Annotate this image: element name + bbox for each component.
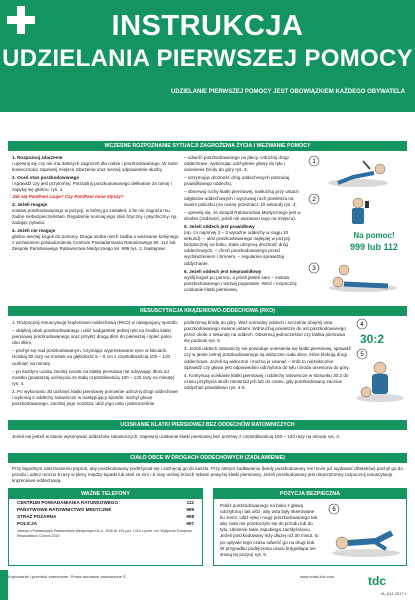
phone-row: POLICJA 997: [17, 521, 194, 526]
section2-band: RESUSCYTACJA KRĄŻENIOWO-ODDECHOWA (RKO): [8, 306, 407, 316]
ask-question: Jak się Pan/Pani czuje? Czy Pan/Pani mnie słyszy?: [12, 193, 124, 199]
svg-text:4: 4: [360, 322, 364, 328]
help-numbers: 999 lub 112: [349, 242, 399, 252]
phone-row: PAŃSTWOWE RATOWNICTWO MEDYCZNE 999: [17, 507, 194, 512]
section1-col1: 1. Rozpoznaj zdarzenie i upewnij się czy nie ma dalszych zagrożeń dla ciebie i poszkodowanego. W razie konieczności zapewnij miejsce zdarzenia oraz wezwij odpowiednie służby. 2. Oceń stan poszkodowanego i sprawdź czy jest przytomny. Potrząśnij poszkodowanego delikatnie za ramię i zapytaj się głośno: rys. 1 Jak się Pan/Pani czuje? Czy Pan/Pani mnie słyszy? 3. Jeżeli reaguje zostaw poszkodowanego w pozycji, w której go zastałeś, o ile nie zagraża mu żadne niebezpieczeństwo. Regularnie oceniaj jego stan fizyczny i psychiczny, np. zadając pytania. 4. Jeżeli nie reaguje głośno wezwij kogoś do pomocy. Druga osoba niech zadba o wezwanie kolejnego z wezwaniem powiadomienia Centrum Powiadamiania Ratunkowego tel. 112 lub Zespołu Państwowego Ratownictwa Medycznego tel. 999 rys. 2. Następnie:: [12, 155, 179, 252]
phone-row: CENTRUM POWIADAMIANIA RATUNKOWEGO 112: [17, 500, 194, 505]
position-text: Połóż poszkodowanego na boku z głową odchyloną i tak ułóż, aby usta były skierowane ku ziemi. Ułóż rękę i nogę poszkodowanego tak, aby ciało nie przetoczyło się do przodu lub do tyłu. Ułożenie takie zapobiega zachłyśnięciu. Jeżeli poszkodowany leży dłużej niż 30 minut, to po upływie tego czasu odwróć go na drugi bok. W przypadku podejrzenia urazu kręgosłupa nie stosuj tej pozycji rys. 6.: [220, 503, 319, 557]
figure-6-recovery-position: [326, 503, 402, 561]
header: [0, 0, 415, 112]
title-line2: UDZIELANIA PIERWSZEJ POMOCY: [2, 45, 413, 72]
footer-web: www.znaki-tdc.com: [300, 574, 335, 579]
svg-text:5: 5: [360, 352, 364, 358]
figure-5-rescue-breaths: [352, 348, 406, 408]
section2-col2: podtrzymuj brodę do góry. Weź normalny oddech i szczelnie obejmij usta poszkodowanego swoimi ustami. Wdmuchuj powietrze do ust poszkodowanego przez około 1 sekundę na oddech. Obserwuj jednocześnie czy klatka piersiowa się podnosi rys. 5. 3. Jeżeli oddech ratowniczy nie powoduje uniesienia się klatki piersiowej, sprawdź czy w jamie ustnej poszkodowanego są widoczne ciała obce, które blokują drogi oddechowe. Jeżeli są widoczne i można je usunąć – zrób to niezwłocznie. Sprawdź czy głowa jest odpowiednio odchylona do tyłu i broda uniesiona do góry. 4. Kontynuuj uciskanie klatki piersiowej i oddechy ratownicze w stosunku 30:2 do czasu przybycia służb ratowniczych lub do czasu, gdy poszkodowany zacznie oddychać prawidłowo rys. 4-5.: [184, 320, 351, 390]
svg-text:2: 2: [312, 197, 316, 203]
svg-text:1: 1: [312, 159, 316, 165]
compression-ratio: 30:2: [360, 332, 385, 346]
section1-band: WCZESNE ROZPOZNANIE SYTUACJI ZAGROŻENIA ŻYCIA I WEZWANIE POMOCY: [8, 141, 407, 151]
help-callout: [346, 231, 402, 252]
help-title: Na pomoc!: [353, 231, 395, 240]
phone-row: STRAŻ POŻARNA 998: [17, 514, 194, 519]
tdc-logo: tdc: [368, 574, 386, 588]
figure-1-check-response: [308, 155, 406, 191]
position-band: POZYCJA BEZPIECZNA: [214, 489, 406, 499]
section2-col1: 1. Rozpocznij resuscytację krążeniowo-oddechową (RKO) w następujący sposób: – uklęknij obok poszkodowanego i ułóż nadgarstek jednej ręki na środku klatki piersiowej poszkodowanego oraz przyłóż drugą dłoń do pierwszej i spleć palce obu dłoni, – pochyl się nad poszkodowanym, trzymając wyprostowane ręce w łokciach. Uciskaj 30 razy na mostek na głębokość 5 – 6 cm z częstotliwością 100 – 120 uciśnięć na minutę. – po każdym ucisku zwolnij nacisk na klatkę piersiową nie odrywając dłoni od mostka (powtarzaj uciśnięcia ze stałą częstotliwością 100 – 120 razy na minutę) rys. 4. 2. Po wykonaniu 30 uciśnięć klatki piersiowej ponownie udrożnij drogi oddechowe i wykonaj 2 oddechy ratownicze w następujący sposób: odchyl głowę poszkodowanego, zaciśnij jego nozdrza, ułóż jego usta i jednocześnie: [12, 320, 178, 407]
section3-text: Jeżeli nie jesteś w stanie wykonywać oddechów ratowniczych, zapewnij uciskanie klatki piersiowej bez przerwy z częstotliwością 100 – 120 razy na minutę rys. 4.: [12, 434, 341, 439]
section3-band: UCISKANIE KLATKI PIERSIOWEJ BEZ ODDECHÓW RATOWNICZYCH: [8, 420, 407, 430]
footer-copyright: Kopiowanie i przedruk zabronione. Prawo autorskie zastrzeżone ©.: [8, 574, 128, 579]
phones-note: Ustawa o Państwowym Ratownictwie Medycznym Dz.U. 2006 Nr 191 poz. 1410 z późn. zm. Wytyczne European Resuscitation Council 2015: [17, 529, 192, 538]
subtitle: UDZIELANIE PIERWSZEJ POMOCY JEST OBOWIĄZKIEM KAŻDEGO OBYWATELA: [170, 89, 405, 95]
safe-position-box: [213, 488, 407, 566]
footer-code: IA_A11 2017 r.: [380, 591, 407, 596]
section4-text: Przy łagodnym zakrztuszeniu poproś, aby poszkodowany podtrzymał się i zachęcaj go do kaszlu. Przy ostrym zadławieniu (kiedy poszkodowany nie może już wydawać dźwięków) pochyl go do przodu i uderz mocno 5 razy w plecy między łopatki lub stań za nim i 5 razy uciśnij brzuch rękami powyżej klatki piersiowej. Jeżeli poszkodowany jest nieprzytomny rozpocznij resuscytację krążeniowo-oddechową.: [12, 466, 403, 484]
footer-accent-bar: [0, 570, 8, 600]
figure-4-chest-compressions: [356, 318, 408, 332]
section4-band: CIAŁO OBCE W DROGACH ODDECHOWYCH (ZADŁAWIENIE): [8, 453, 407, 463]
svg-text:6: 6: [332, 507, 336, 513]
figure-3-check-breathing: [308, 262, 406, 294]
title-line1: INSTRUKCJA: [111, 10, 304, 42]
section1-col2: – odwróć poszkodowanego na plecy. Udrożnij drogi oddechowe, wykonując odchylenie głowy do tyłu i uniesienie brody do góry rys. 3, – utrzymując drożność dróg oddechowych poszukaj prawidłowego oddechu, – obserwuj ruchy klatki piersiowej, nasłuchuj przy ustach odgłosów oddechowych i wyczuwaj ruch powietrza na swoim policzku (na ocenę przeznacz 10 sekund) rys. 3, – upewnij się, że Zespół Ratownictwa Medycznego jest w drodze (zadzwoń, jeżeli nie wezwano tego na miejscu). 5. Jeżeli oddech jest prawidłowy (np. co najmniej 2 – 3 wyraźne oddechy w ciągu 10 sekund): – ułóż poszkodowanego najlepiej w pozycji bezpiecznej na boku. Stale utrzymuj drożność dróg oddechowych, – chroń poszkodowanego przed wychłodzeniem i zimnem, – regularnie sprawdzaj oddychanie. 6. Jeżeli oddech jest nieprawidłowy wyślij kogoś po pomoc, a jeżeli jesteś sam – zostaw poszkodowanego i wezwij pogotowie. Wróć i rozpocznij uciskanie klatki piersiowej.: [184, 155, 301, 292]
phones-band: WAŻNE TELEFONY: [9, 489, 202, 499]
important-phones-box: [8, 488, 203, 566]
figure-2-call-help: [308, 193, 406, 229]
svg-text:3: 3: [312, 266, 316, 272]
